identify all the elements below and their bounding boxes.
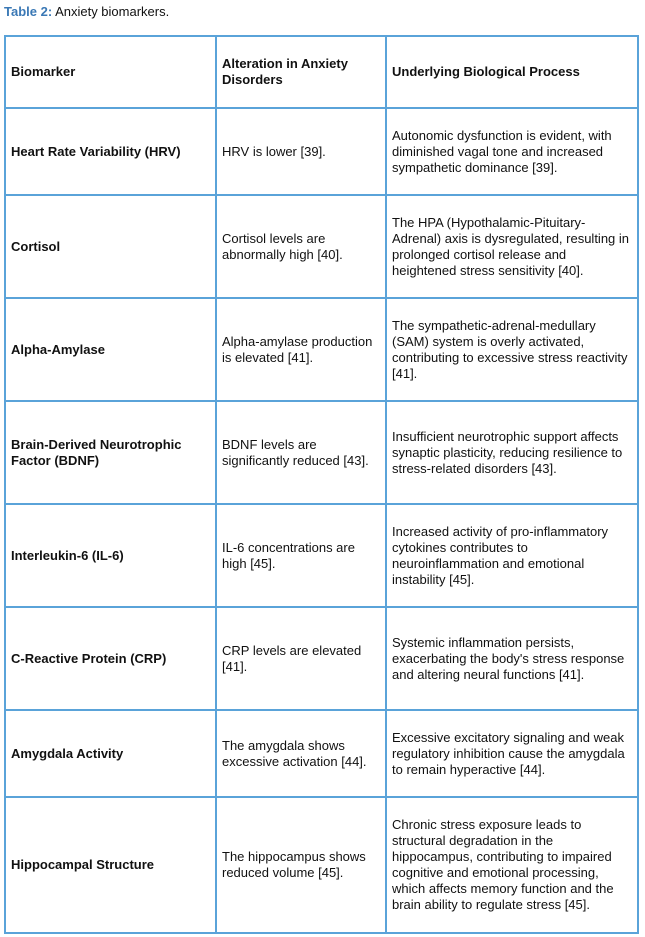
process-cell: Increased activity of pro-inflammatory cytokines contributes to neuroinflammation and emotional instability [45]. bbox=[386, 504, 638, 607]
alteration-cell: Alpha-amylase production is elevated [41]. bbox=[216, 298, 386, 401]
table-row bbox=[5, 504, 638, 607]
biomarkers-table bbox=[4, 35, 639, 934]
table-row bbox=[5, 710, 638, 797]
alteration-cell: The hippocampus shows reduced volume [45]. bbox=[216, 797, 386, 933]
biomarker-cell: Alpha-Amylase bbox=[5, 298, 216, 401]
process-cell: Autonomic dysfunction is evident, with diminished vagal tone and increased sympathetic dominance [39]. bbox=[386, 108, 638, 195]
biomarker-cell: Interleukin-6 (IL-6) bbox=[5, 504, 216, 607]
table-row bbox=[5, 108, 638, 195]
alteration-cell: IL-6 concentrations are high [45]. bbox=[216, 504, 386, 607]
table-caption bbox=[4, 4, 169, 20]
table-header-row bbox=[5, 36, 638, 108]
biomarker-cell: Hippocampal Structure bbox=[5, 797, 216, 933]
process-cell: The sympathetic-adrenal-medullary (SAM) system is overly activated, contributing to excessive stress reactivity [41]. bbox=[386, 298, 638, 401]
biomarker-cell: Heart Rate Variability (HRV) bbox=[5, 108, 216, 195]
alteration-cell: BDNF levels are significantly reduced [43]. bbox=[216, 401, 386, 504]
alteration-cell: Cortisol levels are abnormally high [40]. bbox=[216, 195, 386, 298]
column-header-alteration: Alteration in Anxiety Disorders bbox=[216, 36, 386, 108]
table-caption-text: Anxiety biomarkers. bbox=[52, 4, 170, 19]
process-cell: Insufficient neurotrophic support affects synaptic plasticity, reducing resilience to stress-related disorders [43]. bbox=[386, 401, 638, 504]
alteration-cell: The amygdala shows excessive activation [44]. bbox=[216, 710, 386, 797]
biomarker-cell: C-Reactive Protein (CRP) bbox=[5, 607, 216, 710]
biomarker-cell: Amygdala Activity bbox=[5, 710, 216, 797]
table-row bbox=[5, 797, 638, 933]
column-header-biomarker: Biomarker bbox=[5, 36, 216, 108]
table-row bbox=[5, 401, 638, 504]
column-header-process: Underlying Biological Process bbox=[386, 36, 638, 108]
table-row bbox=[5, 607, 638, 710]
process-cell: Excessive excitatory signaling and weak regulatory inhibition cause the amygdala to remain hyperactive [44]. bbox=[386, 710, 638, 797]
biomarker-cell: Cortisol bbox=[5, 195, 216, 298]
process-cell: Systemic inflammation persists, exacerbating the body's stress response and altering neural functions [41]. bbox=[386, 607, 638, 710]
process-cell: The HPA (Hypothalamic-Pituitary-Adrenal) axis is dysregulated, resulting in prolonged cortisol release and heightened stress sensitivity [40]. bbox=[386, 195, 638, 298]
table-row bbox=[5, 298, 638, 401]
biomarker-cell: Brain-Derived Neurotrophic Factor (BDNF) bbox=[5, 401, 216, 504]
table-row bbox=[5, 195, 638, 298]
table-caption-label: Table 2: bbox=[4, 4, 53, 19]
alteration-cell: HRV is lower [39]. bbox=[216, 108, 386, 195]
process-cell: Chronic stress exposure leads to structural degradation in the hippocampus, contributing to impaired cognitive and emotional processing, which affects memory function and the brain ability to regulate stress [45]. bbox=[386, 797, 638, 933]
alteration-cell: CRP levels are elevated [41]. bbox=[216, 607, 386, 710]
